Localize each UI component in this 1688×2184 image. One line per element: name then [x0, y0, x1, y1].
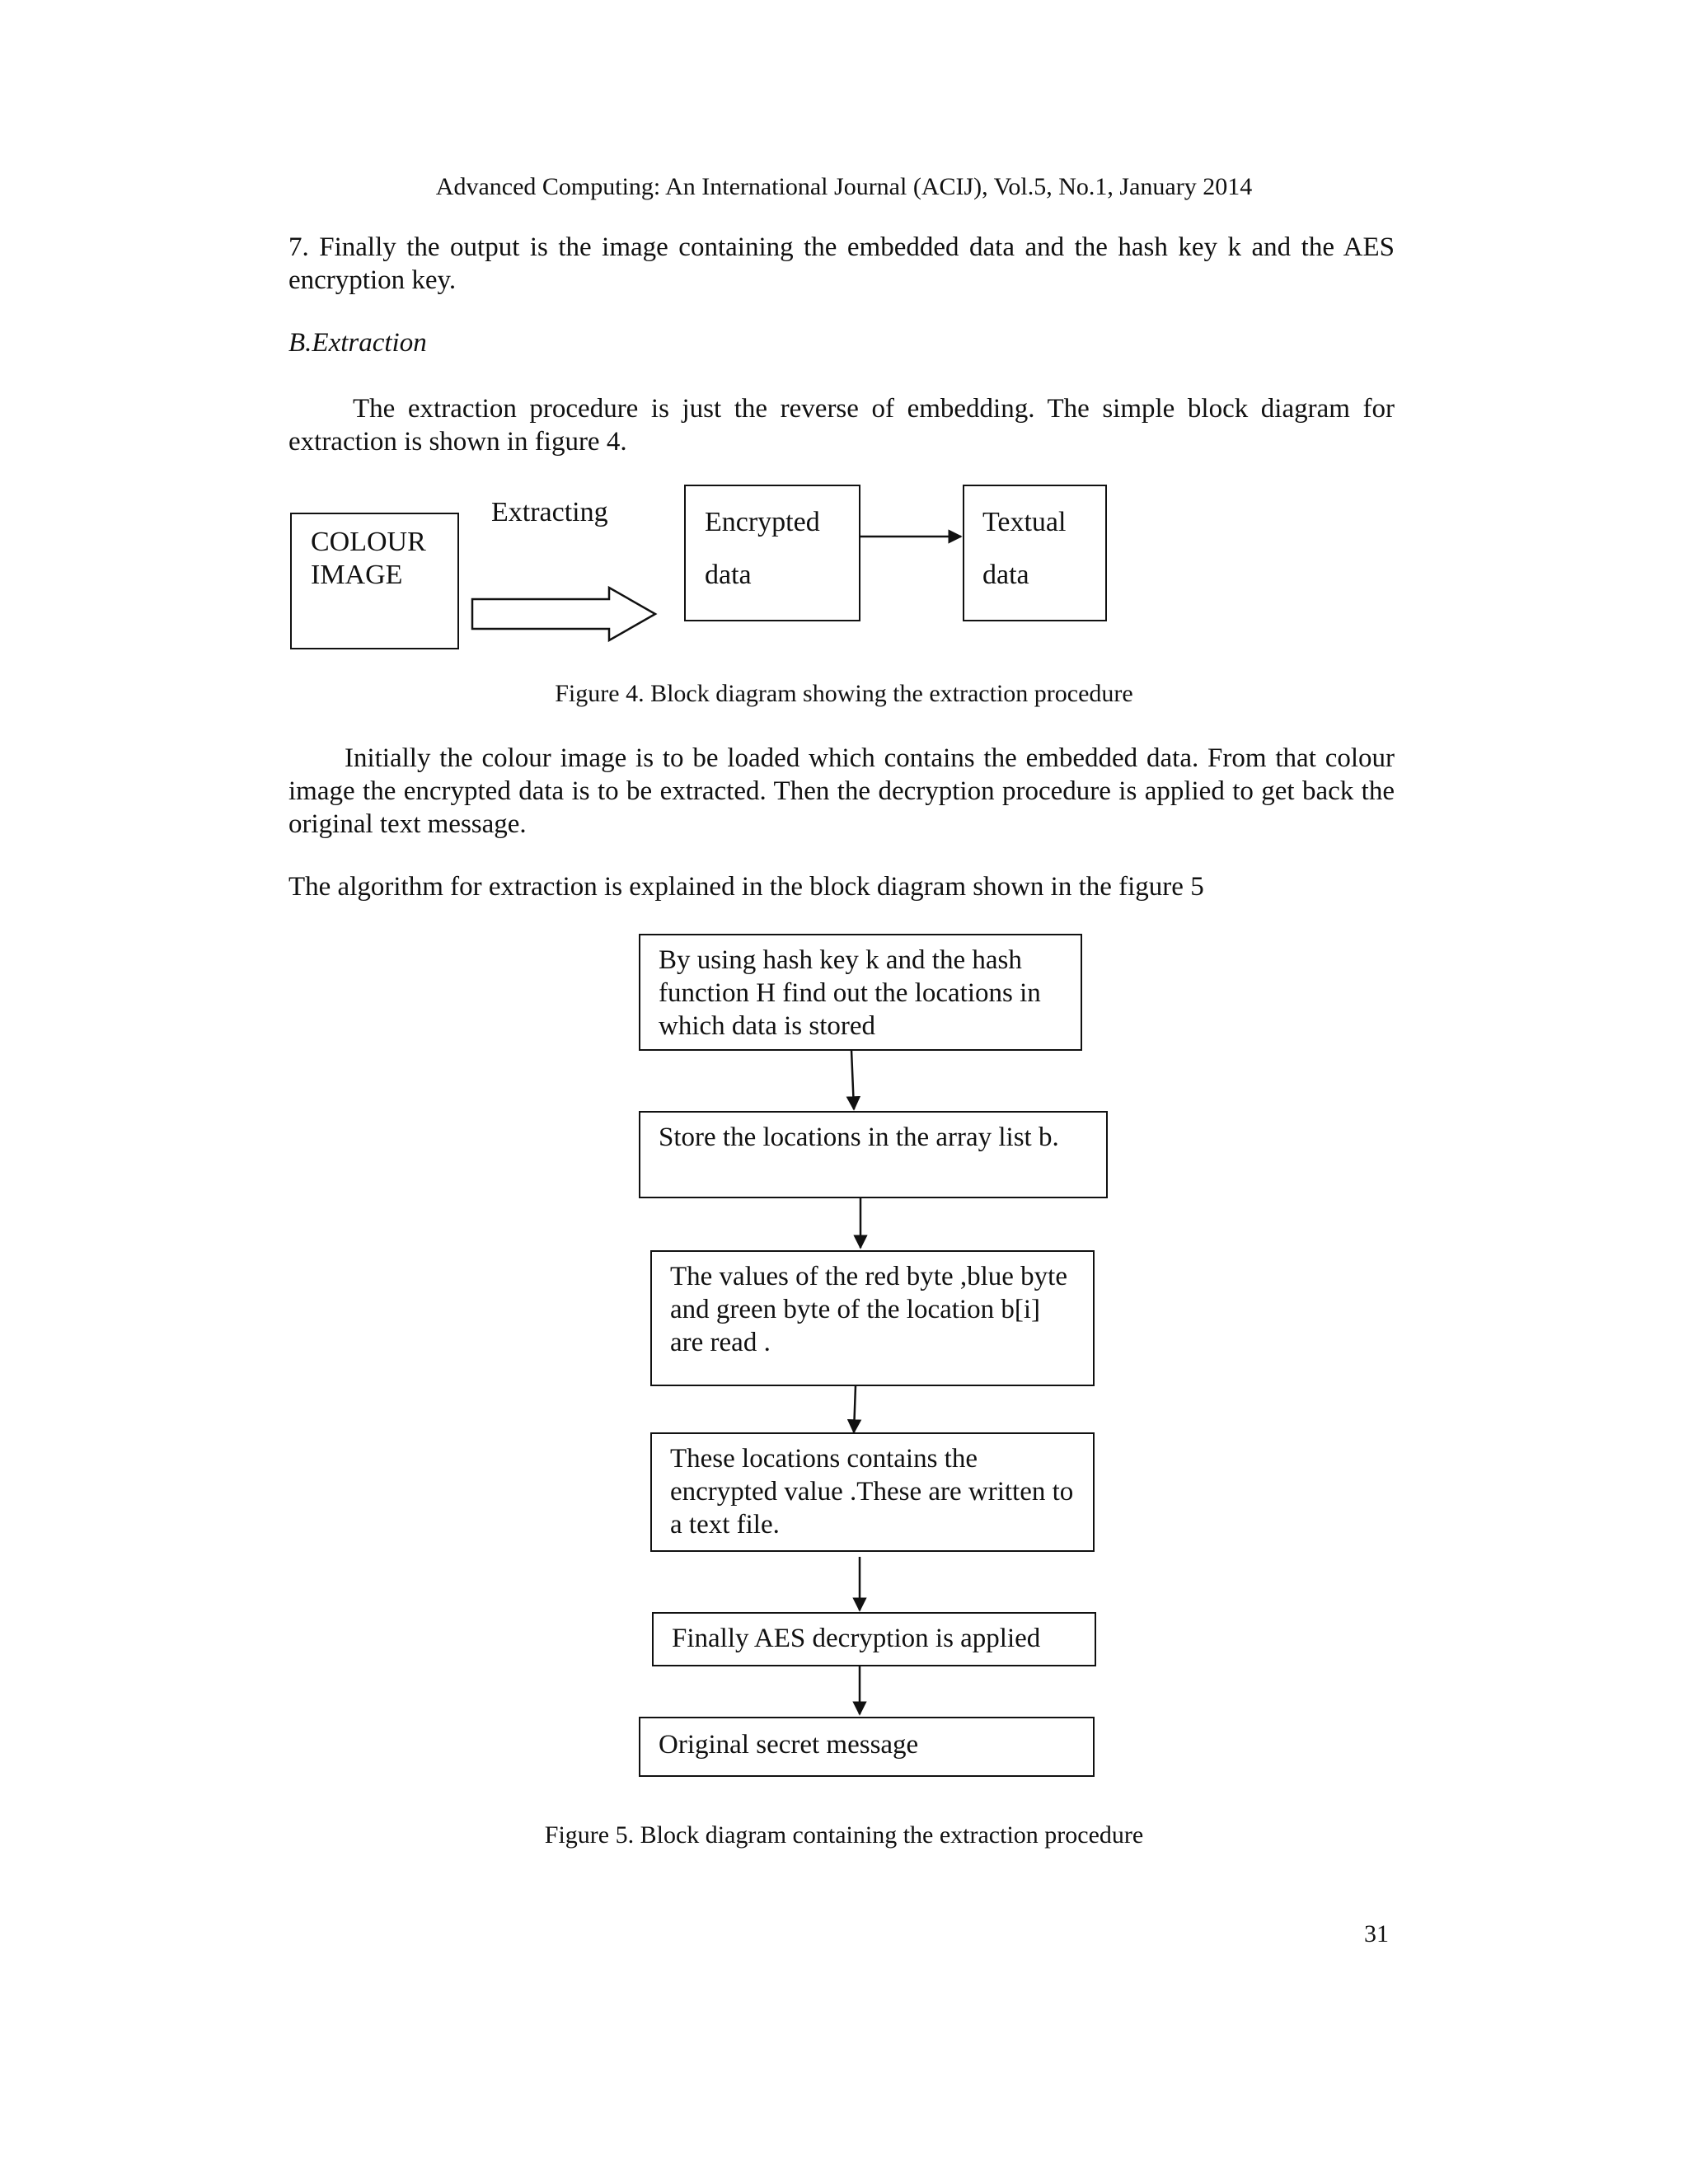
- flow-step-1: By using hash key k and the hash function H find out the locations in which data is stored: [639, 934, 1082, 1051]
- initially-paragraph: Initially the colour image is to be loaded which contains the embedded data. From that colour image the encrypted data is to be extracted. Then the decryption procedure is applied to get back the original text message.: [288, 743, 1395, 839]
- algorithm-paragraph: The algorithm for extraction is explained in the block diagram shown in the figure 5: [288, 872, 1204, 902]
- intro-paragraph: The extraction procedure is just the reverse of embedding. The simple block diagram for extraction is shown in figure 4.: [288, 394, 1395, 457]
- section-title: B.Extraction: [288, 328, 427, 358]
- figure-5-caption: Figure 5. Block diagram containing the extraction procedure: [544, 1821, 1144, 1849]
- colour-image-label: COLOUR IMAGE: [311, 527, 426, 590]
- flow-step-2: Store the locations in the array list b.: [639, 1111, 1108, 1198]
- encrypted-data-label: Encrypted data: [705, 507, 820, 590]
- textual-data-label: Textual data: [982, 507, 1067, 590]
- flow-step-3: The values of the red byte ,blue byte and green byte of the location b[i] are read .: [650, 1250, 1095, 1386]
- fig5-arrow-3: [854, 1385, 856, 1432]
- figure-4-caption: Figure 4. Block diagram showing the extraction procedure: [555, 680, 1133, 707]
- extracting-label: Extracting: [491, 497, 608, 527]
- page-number: 31: [1364, 1920, 1389, 1947]
- flow-step-6: Original secret message: [639, 1717, 1095, 1777]
- running-header: Advanced Computing: An International Journal (ACIJ), Vol.5, No.1, January 2014: [435, 173, 1253, 200]
- fig5-arrow-1: [851, 1050, 854, 1109]
- flow-step-5: Finally AES decryption is applied: [652, 1612, 1096, 1666]
- step-7-paragraph: 7. Finally the output is the image containing the embedded data and the hash key k and the AES encryption key.: [288, 232, 1395, 295]
- extracting-arrow: [472, 588, 655, 640]
- flow-step-4: These locations contains the encrypted value .These are written to a text file.: [650, 1432, 1095, 1552]
